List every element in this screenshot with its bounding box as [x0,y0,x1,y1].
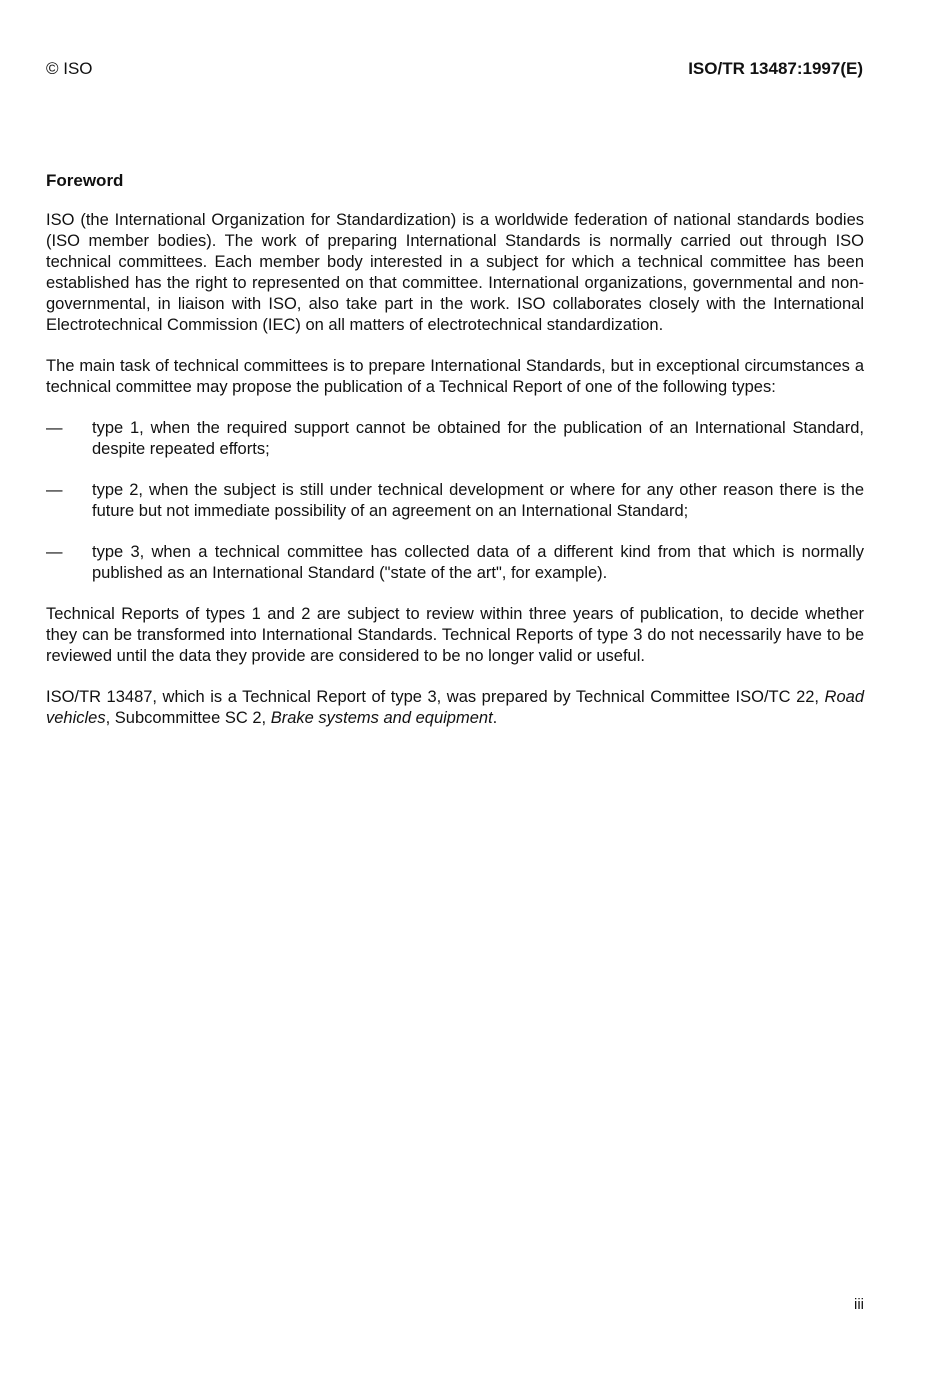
list-dash: — [46,419,63,437]
foreword-paragraph-3: Technical Reports of types 1 and 2 are subject to review within three years of publication, to decide whether they can be transformed into International Standards. Technical Reports of type 3 do not necessarily have to be reviewed until the data they provide are considered to be no longer valid or useful. [46,605,864,665]
section-title: Foreword [46,171,124,190]
header-copyright: © ISO [46,59,93,78]
list-item-text: type 3, when a technical committee has collected data of a different kind from that which is normally published as an International Standard ("state of the art", for example). [92,543,864,582]
document-identifier: ISO/TR 13487:1997(E) [688,59,863,78]
list-item-text: type 2, when the subject is still under technical development or where for any other reason there is the future but not immediate possibility of an agreement on an International Standard; [92,481,864,520]
committee-name: Road vehicles [46,688,864,727]
paragraph-text: . [492,709,498,727]
list-dash: — [46,481,63,499]
paragraph-text: , Subcommittee SC 2, [105,709,271,727]
list-item-type-3 [46,542,864,584]
foreword-paragraph-4 [46,687,864,729]
list-item-text: type 1, when the required support cannot be obtained for the publication of an International Standard, despite repeated efforts; [92,419,864,458]
foreword-paragraph-1: ISO (the International Organization for Standardization) is a worldwide federation of national standards bodies (ISO member bodies). The work of preparing International Standards is normally carried out through ISO technical committees. Each member body interested in a subject for which a technical committee has been established has the right to represented on that committee. International organizations, governmental and non-governmental, in liaison with ISO, also take part in the work. ISO collaborates closely with the International Electrotechnical Commission (IEC) on all matters of electrotechnical standardization. [46,211,864,334]
list-dash: — [46,543,63,561]
foreword-paragraph-2: The main task of technical committees is to prepare International Standards, but in exceptional circumstances a technical committee may propose the publication of a Technical Report of one of the following types: [46,357,864,396]
paragraph-text: ISO/TR 13487, which is a Technical Report of type 3, was prepared by Technical Committee ISO/TC 22, [46,688,825,706]
list-item-type-1 [46,418,864,460]
page-number: iii [854,1296,864,1313]
list-item-type-2 [46,480,864,522]
subcommittee-name: Brake systems and equipment [270,709,493,727]
foreword-section [46,170,864,749]
